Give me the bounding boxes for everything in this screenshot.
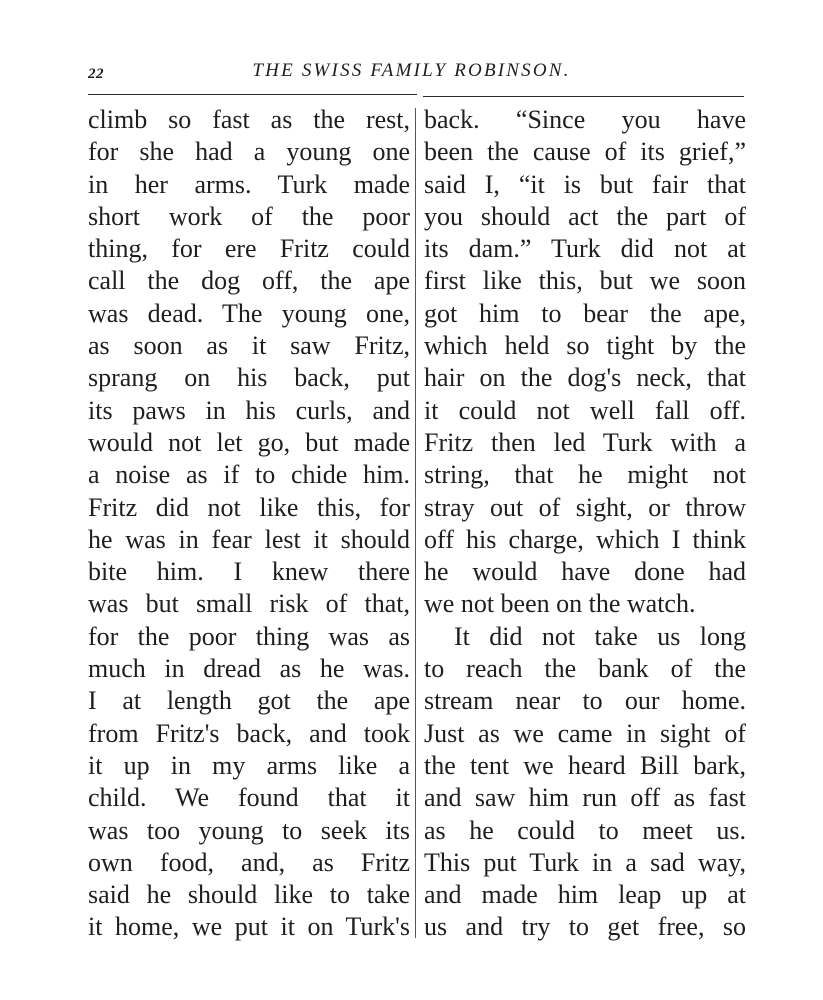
text-line: the tent we heard Bill bark,	[424, 750, 746, 780]
text-line: and made him leap up at	[424, 880, 746, 910]
header-rule-right	[423, 96, 744, 97]
header-rule-left	[88, 94, 417, 95]
text-line: its dam.” Turk did not at	[424, 234, 746, 264]
text-line: hair on the dog's neck, that	[424, 363, 746, 393]
text-line: sprang on his back, put	[88, 363, 410, 393]
text-line: he would have done had	[424, 557, 746, 587]
text-line: you should act the part of	[424, 201, 746, 231]
text-line: climb so fast as the rest,	[88, 105, 410, 134]
text-line: much in dread as he was.	[88, 654, 410, 684]
text-line: it home, we put it on Turk's	[88, 912, 410, 942]
text-line: off his charge, which I think	[424, 524, 746, 554]
text-line: Fritz then led Turk with a	[424, 427, 746, 457]
text-line: was but small risk of that,	[88, 589, 410, 619]
text-line: short work of the poor	[88, 201, 410, 231]
text-line: and saw him run off as fast	[424, 783, 746, 813]
right-column	[424, 104, 746, 944]
text-line: bite him. I knew there	[88, 557, 410, 587]
text-line: thing, for ere Fritz could	[88, 234, 410, 264]
text-line: which held so tight by the	[424, 331, 746, 361]
text-line: stray out of sight, or throw	[424, 492, 746, 522]
text-line: back. “Since you have	[424, 105, 746, 134]
text-line: was dead. The young one,	[88, 298, 410, 328]
text-line: child. We found that it	[88, 783, 410, 813]
text-line: Just as we came in sight of	[424, 718, 746, 748]
text-line: been the cause of its grief,”	[424, 137, 746, 167]
page-number: 22	[88, 66, 104, 82]
text-line: for the poor thing was as	[88, 621, 410, 651]
text-line: This put Turk in a sad way,	[424, 847, 746, 877]
text-line: it up in my arms like a	[88, 750, 410, 780]
text-line: it could not well fall off.	[424, 395, 746, 425]
text-line: we not been on the watch.	[424, 589, 696, 619]
text-line: a noise as if to chide him.	[88, 460, 410, 490]
text-line: as he could to meet us.	[424, 815, 746, 845]
text-line: its paws in his curls, and	[88, 395, 410, 425]
text-line: It did not take us long	[454, 621, 746, 651]
text-line: stream near to our home.	[424, 686, 746, 716]
text-line: us and try to get free, so	[424, 912, 746, 942]
text-line: call the dog off, the ape	[88, 266, 410, 296]
text-line: I at length got the ape	[88, 686, 410, 716]
text-line: would not let go, but made	[88, 427, 410, 457]
text-line: first like this, but we soon	[424, 266, 746, 296]
text-line: own food, and, as Fritz	[88, 847, 410, 877]
text-line: to reach the bank of the	[424, 654, 746, 684]
text-line: said he should like to take	[88, 880, 410, 910]
text-line: got him to bear the ape,	[424, 298, 746, 328]
text-line: from Fritz's back, and took	[88, 718, 410, 748]
text-line: he was in fear lest it should	[88, 524, 410, 554]
text-line: in her arms. Turk made	[88, 169, 410, 199]
left-column	[88, 104, 410, 944]
text-line: said I, “it is but fair that	[424, 169, 746, 199]
text-line: Fritz did not like this, for	[88, 492, 410, 522]
text-line: string, that he might not	[424, 460, 746, 490]
column-divider	[415, 108, 416, 938]
running-title: THE SWISS FAMILY ROBINSON.	[252, 60, 571, 81]
text-line: as soon as it saw Fritz,	[88, 331, 410, 361]
text-line: for she had a young one	[88, 137, 410, 167]
text-line: was too young to seek its	[88, 815, 410, 845]
